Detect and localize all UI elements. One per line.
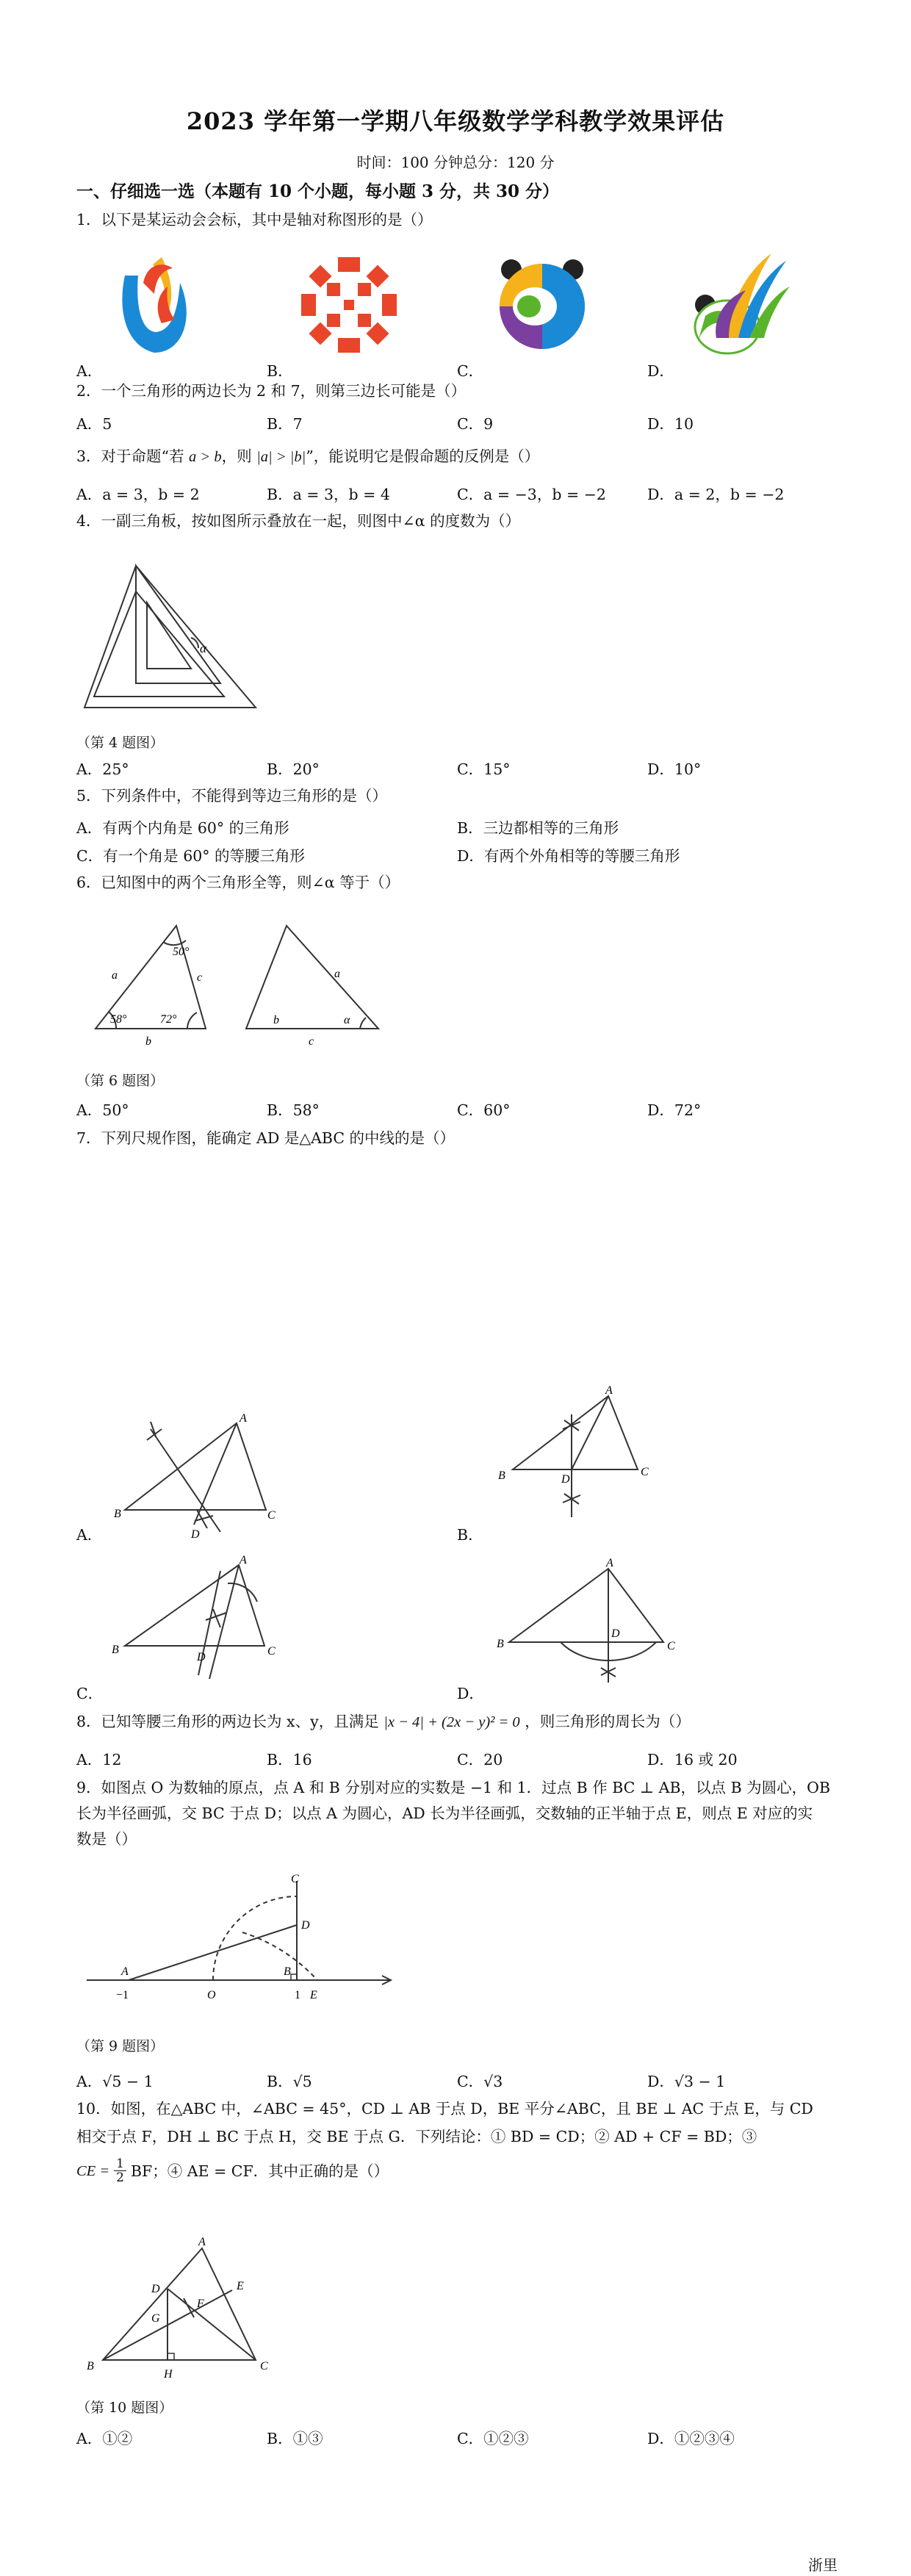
q3-stem: 3．对于命题“若 a > b，则 |a| > |b|”，能说明它是假命题的反例是（） [76, 447, 540, 465]
q7-option-c[interactable]: C． [76, 1685, 104, 1702]
svg-text:C: C [267, 1645, 276, 1658]
svg-text:A: A [240, 1412, 247, 1425]
svg-text:C: C [667, 1640, 675, 1652]
svg-text:B: B [114, 1508, 121, 1520]
svg-text:A: A [198, 2236, 206, 2248]
q5-stem: 5．下列条件中，不能得到等边三角形的是（） [76, 787, 388, 805]
q9-option-b[interactable]: B．√5 [267, 2073, 312, 2090]
page-title: 2023 学年第一学期八年级数学学科教学效果评估 [186, 107, 725, 135]
q2-stem: 2．一个三角形的两边长为 2 和 7，则第三边长可能是（） [76, 382, 467, 400]
q2-option-d[interactable]: D．10 [647, 415, 694, 433]
q1-option-c[interactable]: C． [457, 362, 484, 380]
svg-text:α: α [344, 1014, 350, 1026]
q8-stem: 8．已知等腰三角形的两边长为 x、y，且满足 |x − 4| + (2x − y)² = 0 ，则三角形的周长为（） [76, 1713, 691, 1730]
svg-text:D: D [611, 1627, 620, 1640]
q9-line-1: 9．如图点 O 为数轴的原点，点 A 和 B 分别对应的实数是 −1 和 1．过点 B 作 BC ⊥ AB，以点 B 为圆心，OB [76, 1779, 831, 1796]
q1-logo-c [491, 253, 594, 356]
q2-option-b[interactable]: B．7 [267, 415, 303, 433]
svg-text:B: B [497, 1638, 504, 1650]
svg-text:c: c [309, 1035, 314, 1048]
svg-text:D: D [191, 1528, 200, 1541]
q10-line-2: 相交于点 F，DH ⊥ BC 于点 H，交 BE 于点 G．下列结论：① BD = CD；② AD + CF = BD；③ [76, 2128, 757, 2145]
q6-option-c[interactable]: C．60° [457, 1101, 511, 1119]
q4-option-a[interactable]: A．25° [76, 760, 129, 778]
q9-caption: （第 9 题图） [76, 2038, 165, 2054]
q9-option-a[interactable]: A．√5 − 1 [76, 2073, 154, 2090]
exam-info: 时间：100 分钟总分：120 分 [356, 154, 555, 171]
q4-option-c[interactable]: C．15° [457, 760, 511, 778]
svg-text:A: A [606, 1557, 613, 1569]
svg-text:72°: 72° [160, 1013, 177, 1026]
svg-text:A: A [605, 1384, 613, 1397]
svg-text:H: H [164, 2368, 173, 2381]
q10-figure [81, 2234, 279, 2381]
q5-option-b[interactable]: B．三边都相等的三角形 [457, 819, 619, 837]
q6-caption: （第 6 题图） [76, 1073, 165, 1089]
section-heading: 一、仔细选一选（本题有 10 个小题，每小题 3 分，共 30 分） [76, 181, 560, 201]
svg-text:E: E [310, 1989, 317, 2001]
svg-text:a: a [112, 969, 118, 982]
svg-text:E: E [237, 2280, 244, 2292]
q1-logo-d [683, 246, 793, 356]
q8-option-b[interactable]: B．16 [267, 1751, 312, 1769]
svg-text:A: A [121, 1965, 129, 1978]
q6-figure [81, 918, 389, 1047]
q7-option-b[interactable]: B． [457, 1526, 483, 1544]
svg-text:c: c [197, 971, 203, 984]
svg-text:C: C [641, 1466, 649, 1478]
q7-figure-a [110, 1407, 287, 1539]
svg-text:O: O [207, 1989, 216, 2001]
q5-option-a[interactable]: A．有两个内角是 60° 的三角形 [76, 819, 289, 837]
q8-option-d[interactable]: D．16 或 20 [647, 1751, 738, 1769]
q4-figure [81, 558, 264, 713]
q4-stem: 4．一副三角板，按如图所示叠放在一起，则图中∠α 的度数为（） [76, 512, 521, 530]
q7-stem: 7．下列尺规作图，能确定 AD 是△ABC 的中线的是（） [76, 1129, 455, 1147]
q7-figure-b [491, 1385, 667, 1525]
svg-text:D: D [561, 1473, 570, 1486]
q1-logo-a [110, 250, 198, 360]
q10-option-a[interactable]: A．①② [76, 2430, 133, 2447]
q1-option-a[interactable]: A． [76, 362, 103, 380]
q3-option-b[interactable]: B．a = 3，b = 4 [267, 486, 390, 503]
svg-text:G: G [151, 2312, 160, 2325]
q7-figure-d [491, 1558, 682, 1690]
q3-option-c[interactable]: C．a = −3，b = −2 [457, 486, 606, 503]
q8-option-c[interactable]: C．20 [457, 1751, 503, 1769]
svg-text:A: A [240, 1554, 247, 1566]
q7-option-d[interactable]: D． [457, 1685, 484, 1702]
svg-text:a: a [334, 968, 340, 980]
q8-option-a[interactable]: A．12 [76, 1751, 122, 1769]
q10-line-1: 10．如图，在△ABC 中，∠ABC = 45°，CD ⊥ AB 于点 D，BE 平分∠ABC，且 BE ⊥ AC 于点 E，与 CD [76, 2100, 813, 2118]
q9-option-c[interactable]: C．√3 [457, 2073, 503, 2090]
q4-option-b[interactable]: B．20° [267, 760, 320, 778]
q10-caption: （第 10 题图） [76, 2400, 173, 2416]
svg-text:b: b [273, 1014, 279, 1026]
q4-option-d[interactable]: D．10° [647, 760, 702, 778]
svg-text:C: C [291, 1873, 299, 1885]
footer-corner-text: 浙里 [808, 2556, 838, 2574]
q6-option-a[interactable]: A．50° [76, 1101, 129, 1119]
svg-text:D: D [301, 1919, 310, 1932]
q3-option-a[interactable]: A．a = 3，b = 2 [76, 486, 200, 503]
q9-line-3: 数是（） [76, 1830, 137, 1848]
svg-text:B: B [87, 2360, 94, 2372]
q4-caption: （第 4 题图） [76, 735, 165, 751]
q2-option-a[interactable]: A．5 [76, 415, 112, 433]
svg-text:−1: −1 [116, 1989, 129, 2001]
svg-text:58°: 58° [110, 1013, 127, 1026]
svg-text:C: C [260, 2360, 268, 2372]
q6-option-b[interactable]: B．58° [267, 1101, 320, 1119]
svg-text:1: 1 [295, 1989, 300, 2001]
q7-option-a[interactable]: A． [76, 1526, 103, 1544]
svg-text:B: B [112, 1644, 119, 1656]
q7-figure-c [110, 1550, 287, 1683]
svg-text:B: B [498, 1469, 505, 1482]
q5-option-c[interactable]: C．有一个角是 60° 的等腰三角形 [76, 847, 306, 865]
svg-text:α: α [200, 641, 206, 655]
q1-option-b[interactable]: B． [267, 362, 293, 380]
svg-text:F: F [197, 2298, 204, 2310]
svg-text:D: D [151, 2283, 160, 2295]
q10-option-d[interactable]: D．①②③④ [647, 2430, 735, 2447]
svg-text:C: C [267, 1509, 276, 1522]
q1-logo-b [298, 253, 400, 356]
q5-option-d[interactable]: D．有两个外角相等的等腰三角形 [457, 847, 680, 865]
q3-option-d[interactable]: D．a = 2，b = −2 [647, 486, 785, 503]
q9-figure [81, 1874, 411, 2021]
q9-line-2: 长为半径画弧，交 BC 于点 D；以点 A 为圆心，AD 长为半径画弧，交数轴的正半轴于点 E，则点 E 对应的实 [76, 1805, 813, 1822]
q1-option-d[interactable]: D． [647, 362, 674, 380]
q10-option-b[interactable]: B．①③ [267, 2430, 323, 2447]
q2-option-c[interactable]: C．9 [457, 415, 494, 433]
svg-text:b: b [145, 1035, 151, 1048]
q10-option-c[interactable]: C．①②③ [457, 2430, 529, 2447]
q1-stem: 1．以下是某运动会会标，其中是轴对称图形的是（） [76, 211, 433, 229]
svg-text:B: B [284, 1965, 291, 1978]
q6-stem: 6．已知图中的两个三角形全等，则∠α 等于（） [76, 874, 400, 891]
svg-text:50°: 50° [173, 946, 190, 958]
svg-text:D: D [197, 1651, 206, 1663]
q6-option-d[interactable]: D．72° [647, 1101, 702, 1119]
q10-line-3: CE = $\frac{1}{2}$ BF；④ AE = CF．其中正确的是（） [76, 2156, 389, 2185]
q9-option-d[interactable]: D．√3 − 1 [647, 2073, 726, 2090]
